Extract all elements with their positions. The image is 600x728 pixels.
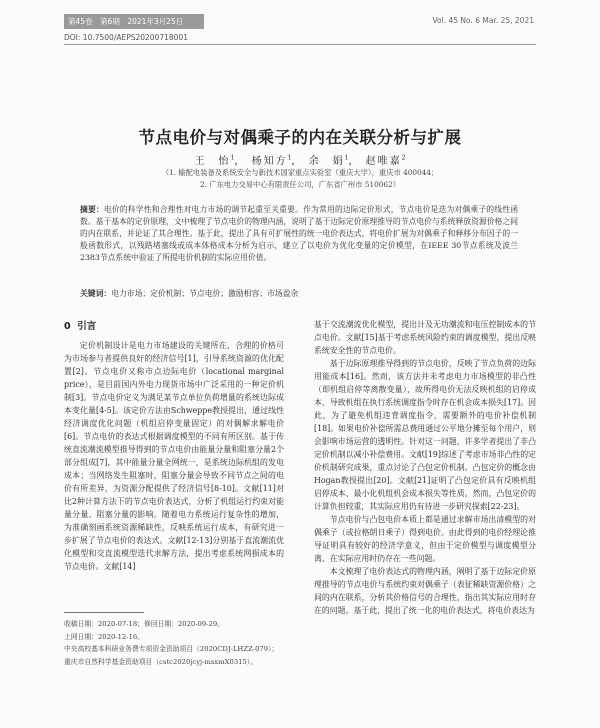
journal-issue-badge: 第45卷 第6期 2021年3月25日 xyxy=(64,14,204,29)
affiliation-line: （1. 输配电装备及系统安全与新技术国家重点实验室（重庆大学），重庆市 400044； xyxy=(161,168,439,177)
author-name: 赵唯嘉 xyxy=(365,156,402,167)
author-name: 杨知方 xyxy=(251,156,288,167)
author-name: 王 怡 xyxy=(194,156,231,167)
body-column-left xyxy=(64,318,284,573)
affiliations xyxy=(0,167,600,191)
volume-info: Vol. 45 No. 6 Mar. 25, 2021 xyxy=(432,16,534,25)
footnote-line: 收稿日期：2020-07-18；修回日期：2020-09-29。 xyxy=(64,620,224,628)
author-affil-mark: 1 xyxy=(344,154,349,162)
doi: DOI: 10.7500/AEPS20200718001 xyxy=(64,33,188,42)
body-paragraph: 本文梳理了电价表达式的物理内涵，阐明了基于边际定价原理推导的节点电价与系统约束对偶乘子（表征稀缺资源价格）之间的内在联系，分析其价格信号的合理性，指出其实际应用时存在的问题。基于此，提出了统一化的电价表达式，将电价表达为 xyxy=(314,567,536,615)
author-name: 余 娟 xyxy=(308,156,345,167)
body-column-right xyxy=(314,318,536,617)
section-number: 0 xyxy=(64,321,71,332)
author-affil-mark: 1 xyxy=(230,154,235,162)
author-list: 王 怡$^1$， 杨知方$^1$， 余 娟$^1$， 赵唯嘉$^2$ xyxy=(194,154,406,167)
footnote-line: 中央高校基本科研业务费专项资金资助项目（2020CDJ-LHZZ-079）；重庆市自然科学基金资助项目（cstc2020jcyj-msxmX0315）。 xyxy=(64,645,279,666)
abstract xyxy=(80,204,518,264)
section-title: 引言 xyxy=(77,321,97,332)
header-rule xyxy=(64,44,536,45)
author-affil-mark: 2 xyxy=(401,154,406,162)
author-affil-mark: 1 xyxy=(287,154,292,162)
abstract-text: 电价的科学性和合理性对电力市场的调节起重至关重要。作为常用的边际定价形式，节点电价是迭为对偶乘子的线性函数。基于基本的定价原理，文中梳理了节点电价的物理内涵，说明了基于边际定价原理推导的节点电价与系统释放资源价格之间的内在联系，并论证了其合理性。基于此，提出了具有可扩展性的统一电价表达式，将电价扩展为对偶乘子和释移分布因子的一般函数形式，以残路堵塞线或成本体格成本分析为启示，建立了以电价为优化变量的定价模型，在IEEE 30节点系统及波兰2383节点系统中验证了所提电价机制的实际应用价值。 xyxy=(80,205,519,262)
body-paragraph: 节点电价与凸包电价本质上都是通过求解市场出清模型的对偶乘子（或拉格朗日乘子）得到电价。由此得到的电价经理论推导证明具有较好的经济学意义，但由于定价模型与调度模型分离，在实际应用时仍存在一些问题。 xyxy=(314,515,536,563)
paper-title: 节点电价与对偶乘子的内在关联分析与扩展 xyxy=(138,128,462,147)
keywords-label: 关键词： xyxy=(80,289,112,298)
body-paragraph: 基于交流潮流优化模型，提出计及无功潮流和电压控制成本的节点电价。文献[15]基于考虑系统风险约束的调度模型，提出反映系统安全性的节点电价。 xyxy=(314,320,536,355)
keywords xyxy=(80,288,518,299)
keywords-text: 电力市场；定价机制；节点电价；激励相容；市场盈余 xyxy=(111,289,299,298)
footnote-rule xyxy=(64,612,144,613)
footnote-line: 上网日期：2020-12-16。 xyxy=(64,632,144,641)
body-paragraph: 定价机制设计是电力市场建设的关键所在，合理的价格可为市场参与者提供良好的经济信号[1]，引导系统资源的优化配置[2]。节点电价又称市点边际电价（locational marginal price），是目前国内外电力现货市场中广泛采用的一种定价机制[3]。节点电价定义为满足某节点单位负荷增量的系统边际成本变化量[4-5]。该定价方法由Schweppe教授提出，通过线性经济调度优化问题（机组启停变量固定）的对偶解求解电价[6]。节点电价的表达式根据调度模型的不同有所区别。基于传统直流潮流模型推导得到的节点电价由能量分量和阻塞分量2个部分组成[7]，其中能量分量全网统一，是系统边际机组的发电成本；当网络发生阻塞时，阻塞分量会导致不同节点之间的电价有所差异，为资源分配提供了经济信号[8-10]。文献[11]对比2种计算方法下的节点电价表达式，分析了机组运行约束对能量分量、阻塞分量的影响。随着电力系统运行复杂性的增加，为准确刻画系统资源稀缺性，反映系统运行成本，有研究进一步扩展了节点电价的表达式。文献[12-13]分别基于直流潮流优化模型和交直流模型迭代求解方法，提出考虑系统网损成本的节点电价。文献[14] xyxy=(64,341,284,571)
affiliation-line: 2. 广东电力交易中心有限责任公司，广东省广州市 510062） xyxy=(200,180,400,189)
body-paragraph: 基于边际原理推导得到的节点电价，反映了节点负荷的边际用能成本[16]。然而，该方法并未考虑电力市场模型的非凸性（即机组启停等离散变量），故所得电价无法反映机组的启停成本，导致机组在执行系统调度指令时存在机会成本损失[17]。因此，为了避免机组违背调度指令，需要额外的电价补偿机制[18]。如果电价补偿所需总费用通过公平地分摊至每个用户，则会影响市场运营的透明性。针对这一问题，许多学者提出了非凸定价机制以减小补偿费用。文献[19]综述了考虑市场非凸性的定价机制研究成果，重点讨论了凸包定价机制。凸包定价的概念由Hogan教授提出[20]。文献[21]证明了凸包定价具有反映机组启停成本、最小化机组机会成本损失等性质。然而，凸包定价的计算负担较重，其实际应用仍有待进一步研究探索[22-23]。 xyxy=(314,359,536,511)
abstract-label: 摘要： xyxy=(80,205,104,214)
section-heading xyxy=(64,320,284,333)
footnotes xyxy=(64,618,284,668)
